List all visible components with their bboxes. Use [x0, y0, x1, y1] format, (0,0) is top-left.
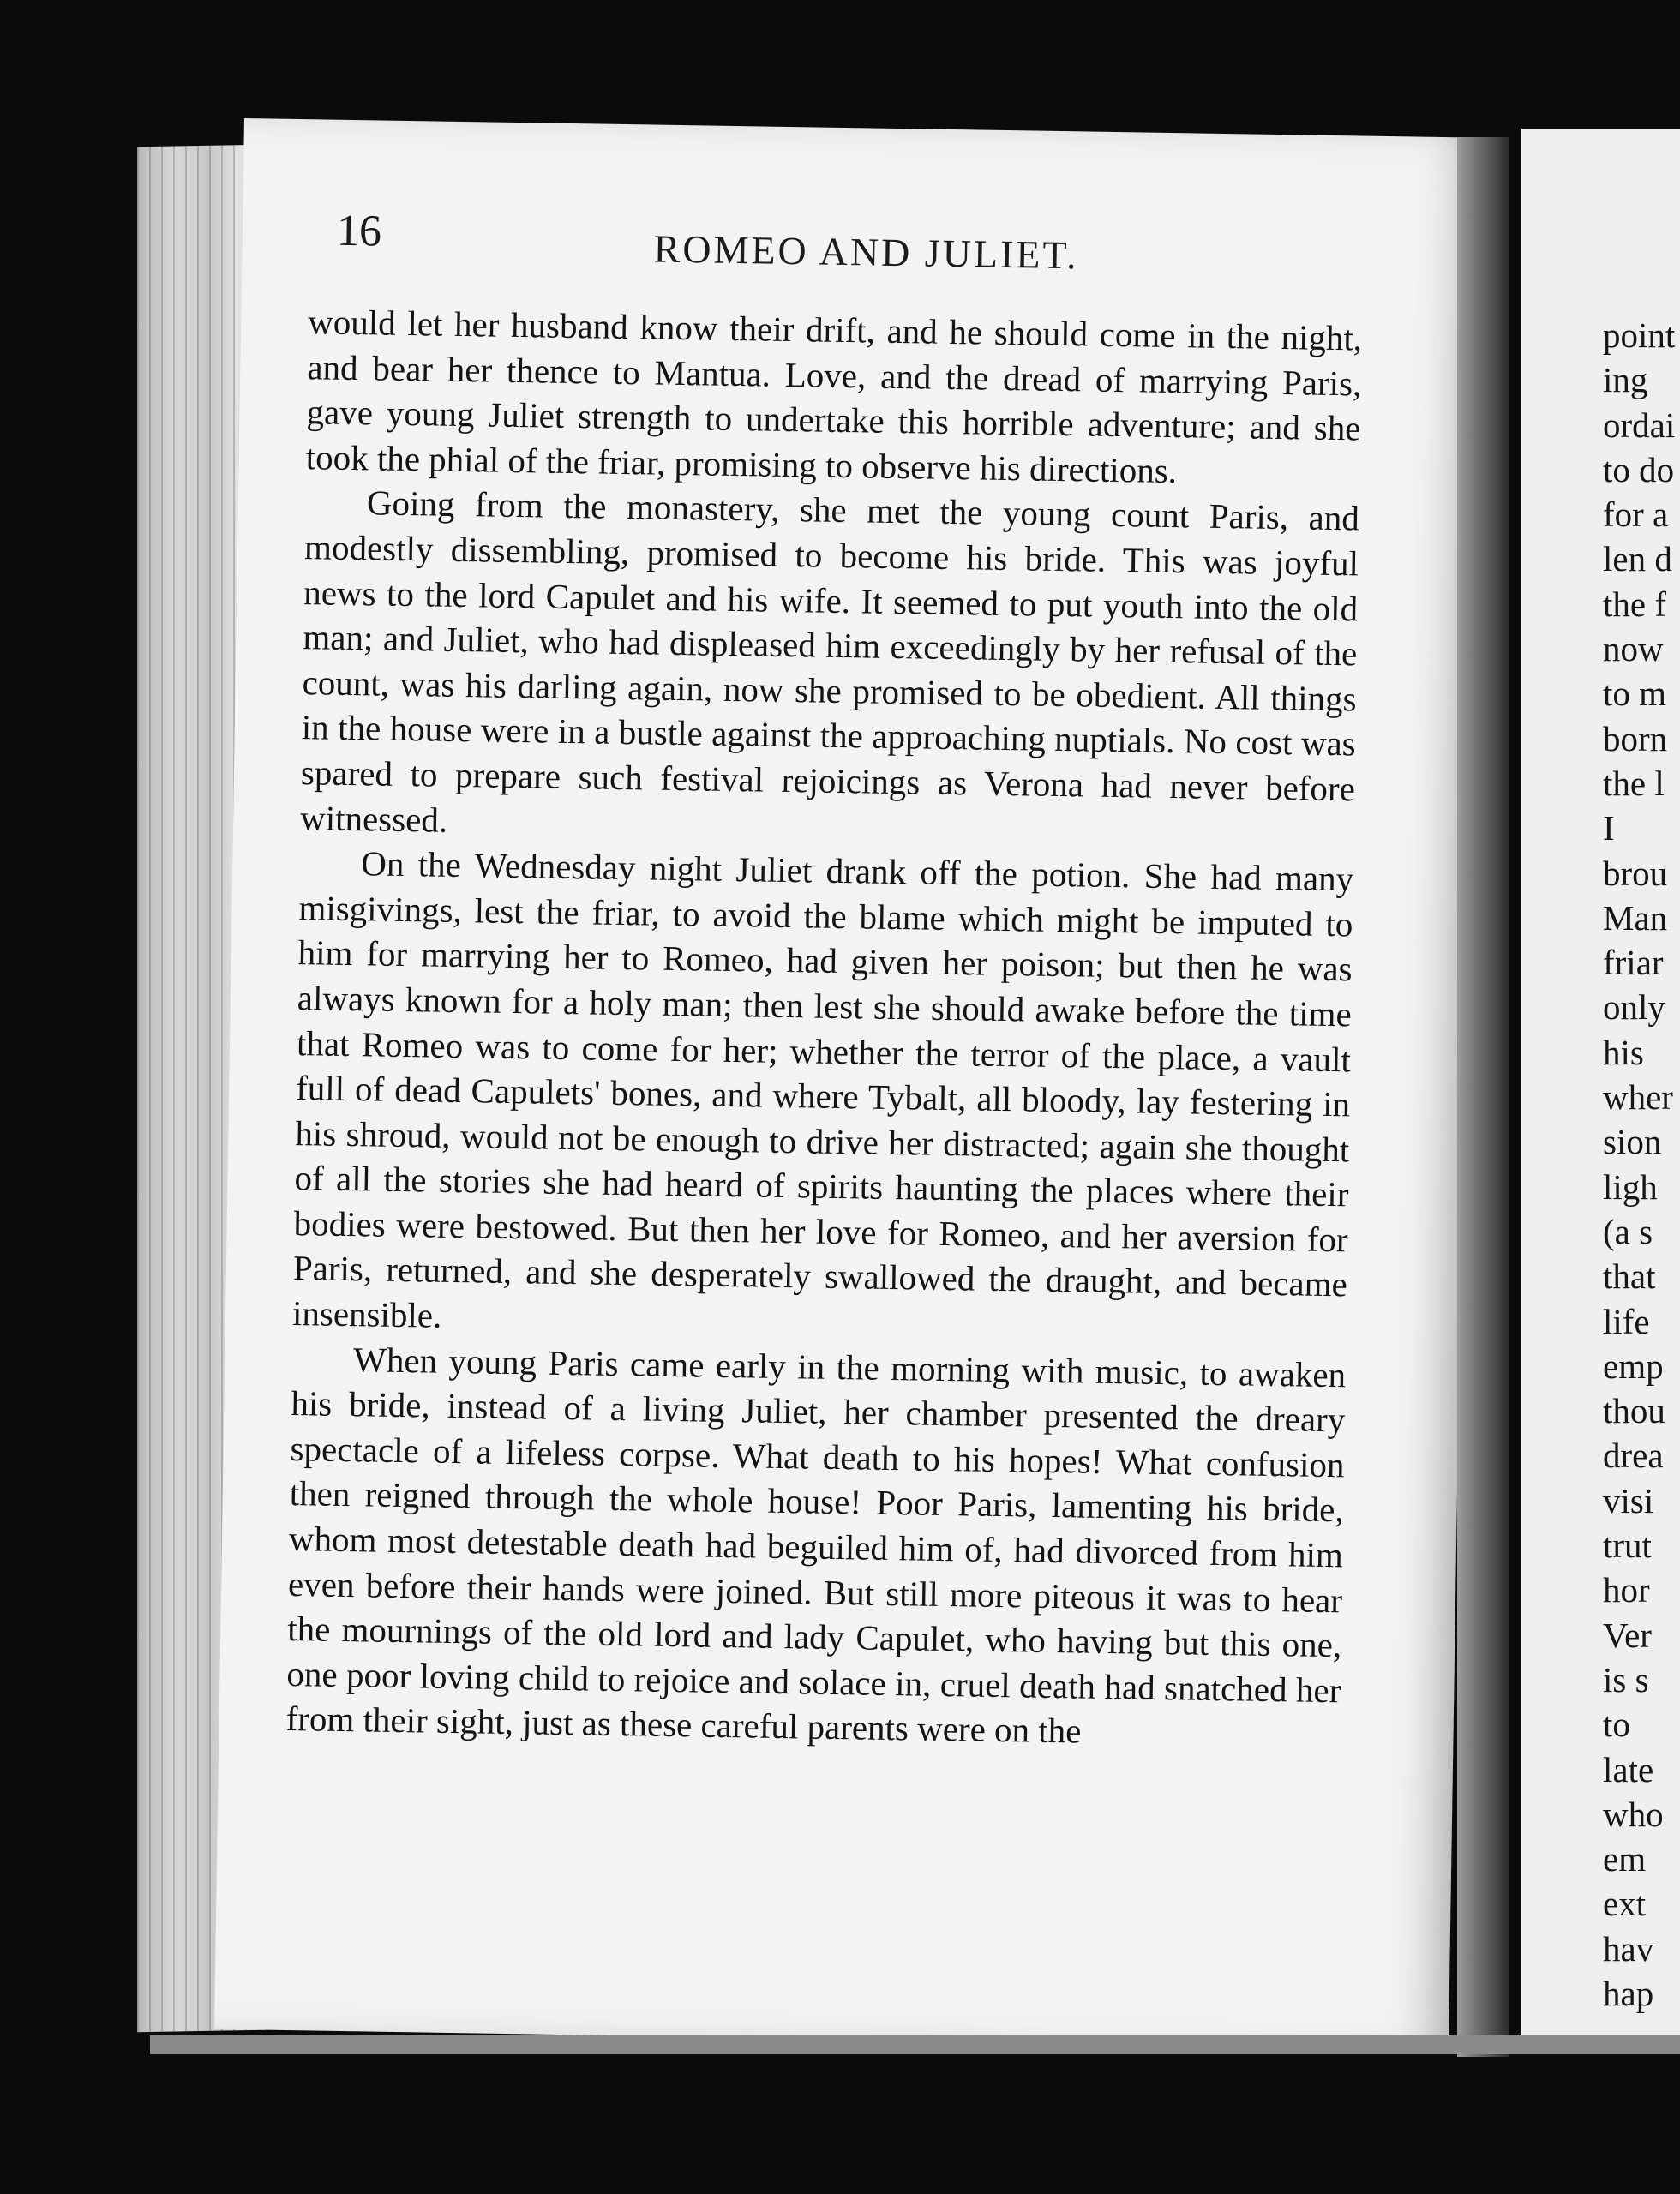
facing-page-lines [1603, 313, 1675, 2016]
facing-page-line: ing [1603, 360, 1648, 400]
facing-page-line: for a [1603, 495, 1669, 535]
facing-page-line: (a s [1603, 1211, 1653, 1251]
paragraph: Going from the monastery, she met the young count Paris, and modestly dissembling, promised to become his bride. This was joyful news to the lord Capulet and his wife. It seemed to put youth into the old man; and Juliet, who had displeased him exceedingly by her refusal of the count, was his darling again, now she promised to be obedient. All things in the house were in a bustle against the approaching nuptials. No cost was spared to prepare such festival rejoicings as Verona had never before witnessed. [299, 483, 1360, 840]
page-bottom-edge [150, 2035, 1680, 2054]
facing-page-line: thou [1603, 1391, 1665, 1431]
facing-page-line: now [1603, 629, 1664, 669]
facing-page-line: ext [1603, 1884, 1647, 1924]
facing-page-line: len d [1603, 539, 1672, 579]
facing-page-line: who [1603, 1794, 1664, 1834]
paragraph: When young Paris came early in the morning with music, to awaken his bride, instead of a living Juliet, her chamber presented the dreary spectacle of a lifeless corpse. What death to his hopes! What confusion then reigned through the whole house! Poor Paris, lamenting his bride, whom most detestable death had beguiled him of, had divorced from him even before their hands were joined. But still more piteous it was to hear the mournings of the old lord and lady Capulet, who having but this one, one poor loving child to rejoice and solace in, cruel death had snatched her from their sight, just as these careful parents were on the [285, 1339, 1347, 1751]
facing-page-line: Ver [1603, 1615, 1652, 1655]
facing-page-line: hor [1603, 1570, 1650, 1610]
facing-page-line: the l [1603, 763, 1665, 803]
facing-page-line: life [1603, 1301, 1650, 1341]
facing-page-line: point [1603, 315, 1676, 355]
paragraph: would let her husband know their drift, and he should come in the night, and bear her thence to Mantua. Love, and the dread of marrying Paris, gave young Juliet strength to undertake this horrible adventure; and she took the phial of the friar, promising to observe his directions. [305, 302, 1363, 490]
facing-page-line: em [1603, 1839, 1647, 1879]
facing-page-line: I [1603, 808, 1615, 848]
facing-page-line: late [1603, 1749, 1654, 1789]
facing-page-line: visi [1603, 1480, 1654, 1520]
facing-page-line: born [1603, 718, 1668, 758]
facing-page-line: Man [1603, 897, 1668, 938]
facing-page-line: hap [1603, 1973, 1654, 2013]
facing-page-line: trut [1603, 1526, 1652, 1566]
facing-page-line: is s [1603, 1659, 1649, 1699]
facing-page-line: his [1603, 1032, 1644, 1072]
facing-page-line: emp [1603, 1346, 1664, 1386]
facing-page-line: only [1603, 987, 1665, 1028]
facing-page-line: brou [1603, 853, 1668, 893]
facing-page-line: ligh [1603, 1166, 1658, 1207]
body-text [285, 299, 1362, 1758]
facing-page-line: ordai [1603, 405, 1676, 445]
facing-page-line: that [1603, 1256, 1656, 1297]
facing-page-line: hav [1603, 1928, 1654, 1969]
facing-page [1521, 129, 1680, 2048]
facing-page-line: the f [1603, 584, 1666, 624]
book-gutter [1457, 137, 1509, 2057]
facing-page-line: drea [1603, 1436, 1664, 1476]
facing-page-line: to do [1603, 449, 1675, 489]
book-page [214, 118, 1479, 2048]
facing-page-line: wher [1603, 1077, 1673, 1118]
facing-page-line: to m [1603, 674, 1667, 714]
facing-page-line: sion [1603, 1122, 1662, 1162]
facing-page-line: friar [1603, 943, 1664, 983]
paragraph: On the Wednesday night Juliet drank off the potion. She had many misgivings, lest the friar, to avoid the blame which might be imputed to him for marrying her to Romeo, had given her poison; but then he was always known for a holy man; then lest she should awake before the time that Romeo was to come for her; whether the terror of the place, a vault full of dead Capulets' bones, and where Tybalt, all bloody, lay festering in his shroud, would not be enough to drive her distracted; again she thought of all the stories she had heard of spirits haunting the places where their bodies were bestowed. But then her love for Romeo, and her aversion for Paris, returned, and she desperately swallowed the draught, and became insensible. [291, 843, 1354, 1335]
facing-page-line: to [1603, 1705, 1630, 1745]
running-head: ROMEO AND JULIET. [653, 226, 1080, 278]
page-number: 16 [336, 206, 382, 256]
